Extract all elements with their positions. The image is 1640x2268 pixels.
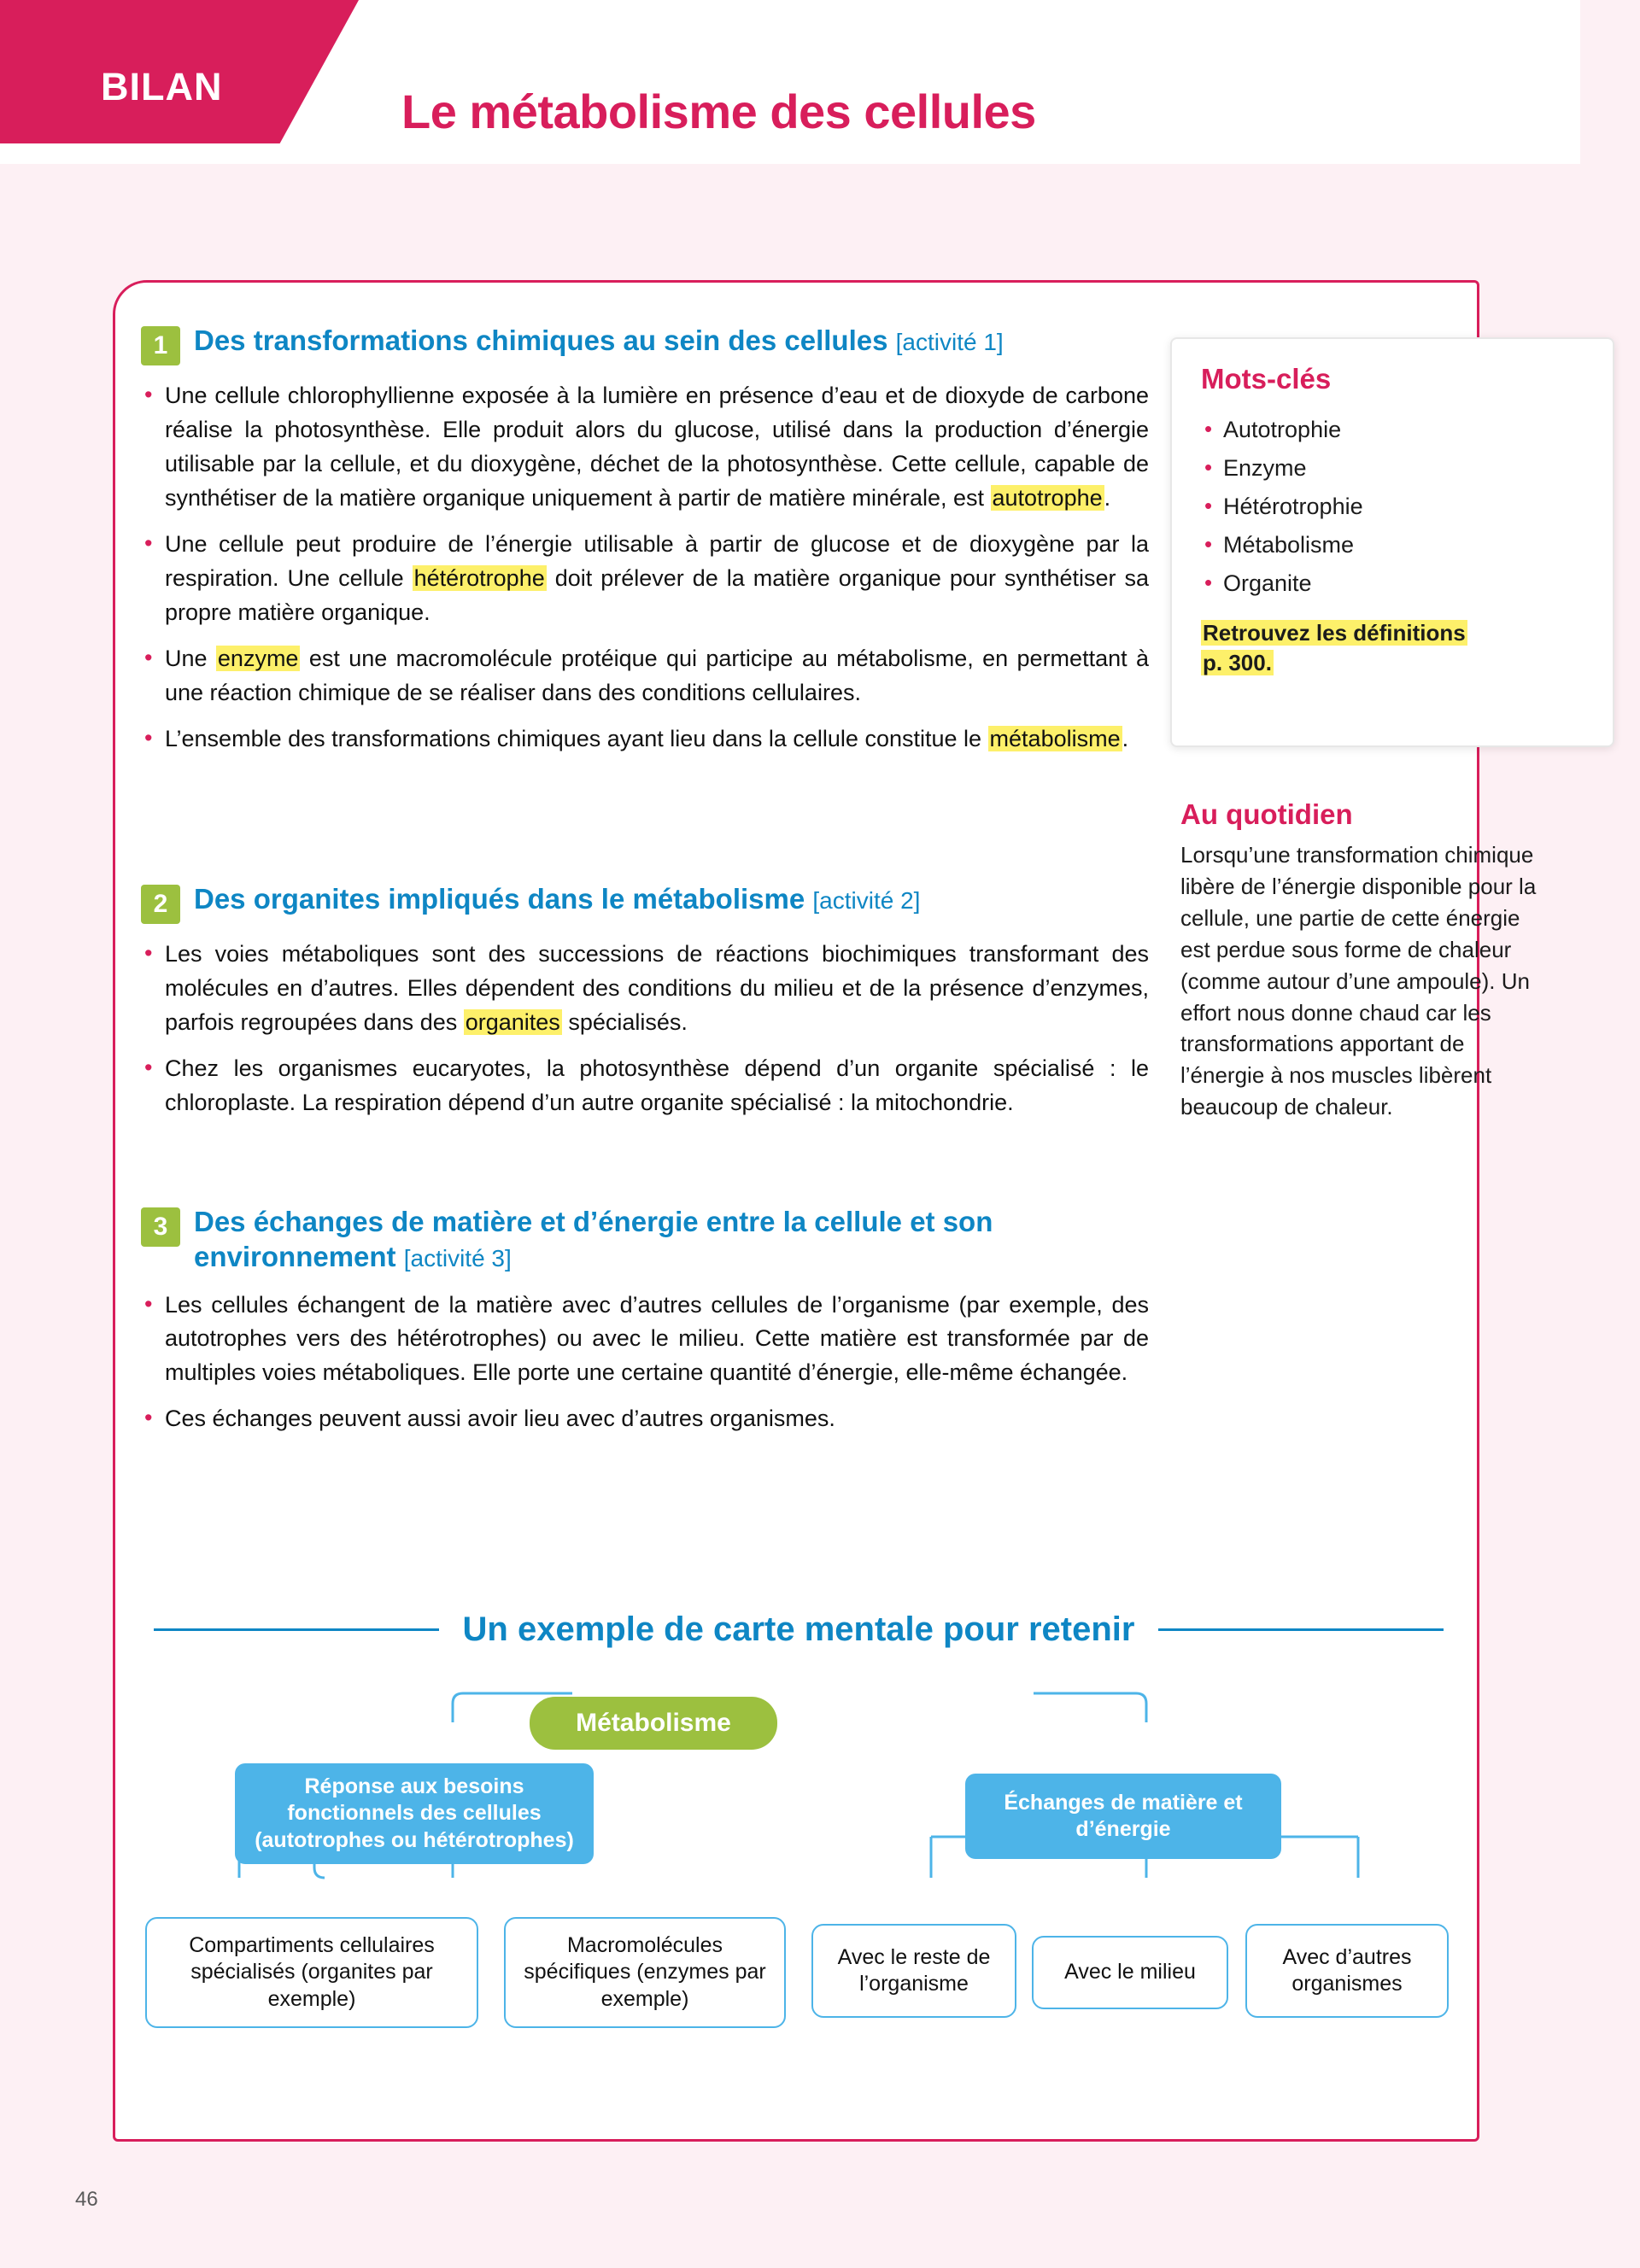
section-3-activity: [activité 3] [403, 1245, 512, 1272]
section-3-title [194, 1204, 1149, 1275]
list-item: • Ces échanges peuvent aussi avoir lieu avec d’autres organismes. [141, 1402, 1149, 1436]
section-2-number: 2 [141, 885, 180, 924]
mindmap-leaf-1: Compartiments cellulaires spécialisés (organites par exemple) [145, 1917, 478, 2028]
section-2-bullets [141, 938, 1149, 1120]
bilan-label: BILAN [101, 65, 223, 108]
rule-right [1158, 1628, 1444, 1631]
mots-cles-list [1201, 411, 1584, 603]
list-item: • Métabolisme [1201, 526, 1584, 564]
section-1-number: 1 [141, 326, 180, 365]
list-item: • Une enzyme est une macromolécule protéique qui participe au métabolisme, en permettant à une réaction chimique de se réaliser dans des conditions cellulaires. [141, 642, 1149, 710]
page-header [0, 0, 1640, 171]
section-2 [141, 881, 1149, 1132]
section-3-bullets [141, 1289, 1149, 1437]
section-2-title-text: Des organites impliqués dans le métabolisme [194, 883, 805, 915]
mindmap-title: Un exemple de carte mentale pour retenir [462, 1610, 1135, 1648]
list-item: • Hétérotrophie [1201, 488, 1584, 526]
list-item: • Les cellules échangent de la matière avec d’autres cellules de l’organisme (par exemple, des autotrophes vers des hétérotrophes) ou avec le milieu. Cette matière est transformée par de multiples voies métaboliques. Elle porte une certaine quantité d’énergie, elle-même échangée. [141, 1289, 1149, 1391]
mindmap-connectors [128, 1669, 1461, 2096]
keyword-autotrophe: autotrophe [992, 484, 1103, 511]
list-item: • Enzyme [1201, 449, 1584, 488]
mots-cles-footer [1201, 618, 1584, 678]
keyword-heterotrophe: hétérotrophe [413, 564, 545, 591]
au-quotidien-title: Au quotidien [1180, 798, 1353, 830]
section-3-number: 3 [141, 1207, 180, 1247]
mots-cles-title: Mots-clés [1201, 363, 1332, 395]
section-1-title-text: Des transformations chimiques au sein des cellules [194, 324, 888, 356]
list-item: • Une cellule chlorophyllienne exposée à la lumière en présence d’eau et de dioxyde de carbone réalise la photosynthèse. Elle produit alors du glucose, utilisé dans la production d’énergie utilisable par la cellule, et du dioxygène, déchet de la photosynthèse. Cette cellule, capable de synthétiser de la matière organique uniquement à partir de matière minérale, est autotrophe. [141, 379, 1149, 516]
section-3 [141, 1204, 1149, 1448]
au-quotidien-text: Lorsqu’une transformation chimique libère de l’énergie disponible pour la cellule, une partie de cette énergie est perdue sous forme de chaleur (comme autour d’une ampoule). Un effort nous donne chaud car les transformations apportant de l’énergie à nos muscles libèrent beaucoup de chaleur. [1180, 842, 1537, 1120]
section-2-title [194, 881, 920, 916]
list-item: • Organite [1201, 564, 1584, 603]
mindmap-node-branch-right: Échanges de matière et d’énergie [965, 1774, 1281, 1859]
section-2-header [141, 881, 1149, 924]
mindmap-leaf-4: Avec le milieu [1032, 1936, 1228, 2009]
keyword-enzyme: enzyme [217, 645, 299, 671]
mots-cles-card [1170, 337, 1614, 747]
rule-left [154, 1628, 439, 1631]
section-2-activity: [activité 2] [812, 887, 921, 914]
mindmap-leaf-5: Avec d’autres organismes [1245, 1924, 1449, 2018]
section-1 [141, 323, 1149, 769]
mots-cles-footer-line2: p. 300. [1203, 650, 1272, 676]
page-number: 46 [75, 2188, 98, 2211]
section-3-title-text: Des échanges de matière et d’énergie entre la cellule et son environnement [194, 1206, 993, 1273]
mindmap [128, 1669, 1461, 2096]
keyword-metabolisme: métabolisme [989, 725, 1121, 751]
section-3-header [141, 1204, 1149, 1275]
mindmap-title-row [154, 1610, 1444, 1649]
list-item: • Chez les organismes eucaryotes, la photosynthèse dépend d’un organite spécialisé : le chloroplaste. La respiration dépend d’un autre organite spécialisé : la mitochondrie. [141, 1052, 1149, 1120]
au-quotidien-block [1180, 798, 1539, 1123]
page-title: Le métabolisme des cellules [401, 85, 1036, 138]
section-1-activity: [activité 1] [895, 329, 1004, 355]
section-1-header [141, 323, 1149, 365]
list-item: • L’ensemble des transformations chimiques ayant lieu dans la cellule constitue le métabolisme. [141, 722, 1149, 757]
section-1-title [194, 323, 1004, 358]
list-item: • Les voies métaboliques sont des successions de réactions biochimiques transformant des molécules en d’autres. Elles dépendent des conditions du milieu et de la présence d’enzymes, parfois regroupées dans des organites spécialisés. [141, 938, 1149, 1040]
list-item: • Une cellule peut produire de l’énergie utilisable à partir de glucose et de dioxygène par la respiration. Une cellule hétérotrophe doit prélever de la matière organique pour synthétiser sa propre matière organique. [141, 528, 1149, 630]
mindmap-node-branch-left: Réponse aux besoins fonctionnels des cellules (autotrophes ou hétérotrophes) [235, 1763, 594, 1864]
mindmap-node-root: Métabolisme [530, 1697, 777, 1750]
mots-cles-footer-line1: Retrouvez les définitions [1203, 620, 1466, 646]
mindmap-leaf-3: Avec le reste de l’organisme [811, 1924, 1016, 2018]
keyword-organites: organites [465, 1008, 560, 1035]
mindmap-leaf-2: Macromolécules spécifiques (enzymes par exemple) [504, 1917, 786, 2028]
list-item: • Autotrophie [1201, 411, 1584, 449]
section-1-bullets [141, 379, 1149, 757]
